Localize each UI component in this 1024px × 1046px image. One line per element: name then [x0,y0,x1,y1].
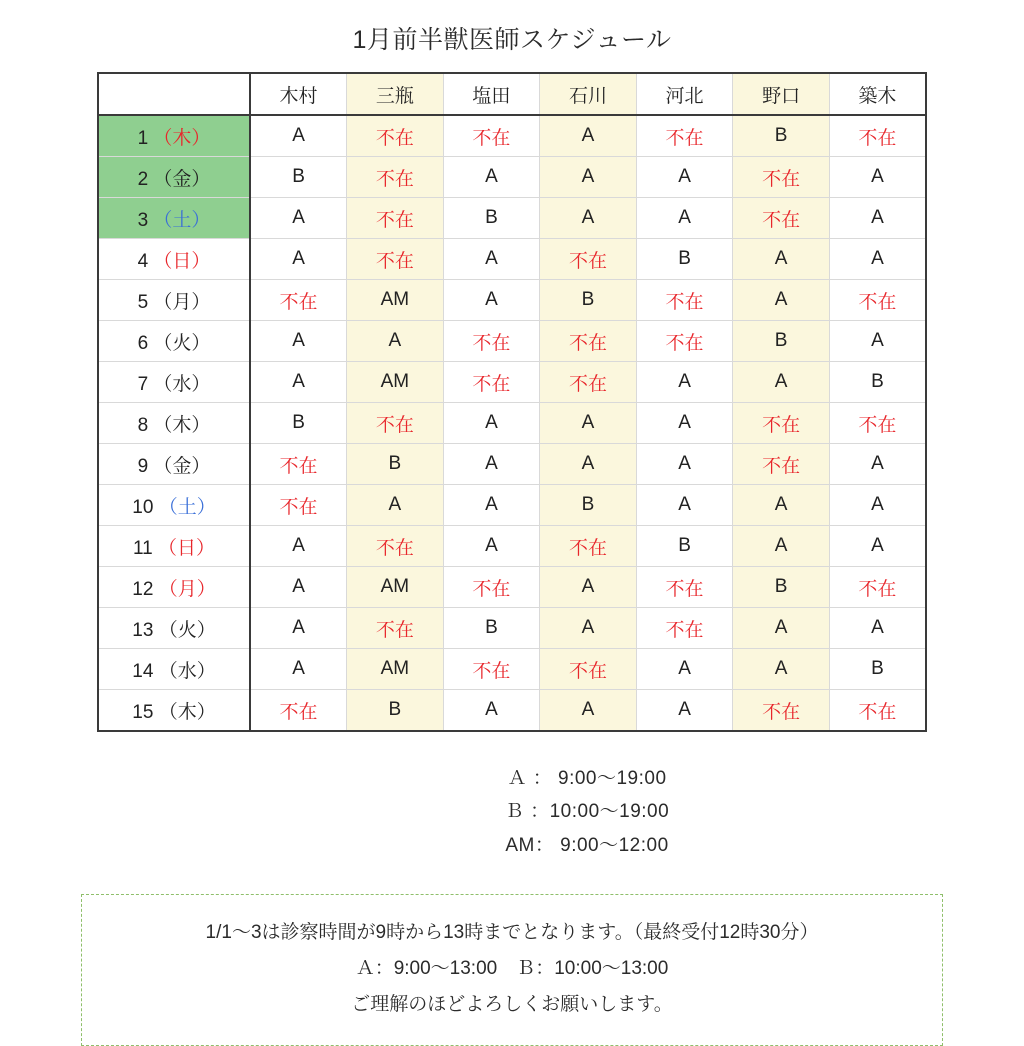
shift-cell: B [443,608,540,649]
date-weekday: （金） [153,455,211,477]
shift-cell: 不在 [829,690,926,732]
header-date-corner [98,73,250,115]
shift-cell: B [733,321,830,362]
shift-cell: A [443,444,540,485]
shift-cell: 不在 [540,239,637,280]
shift-cell: A [443,280,540,321]
shift-cell: B [829,649,926,690]
date-weekday: （月） [158,578,216,600]
date-number: 4 [137,250,149,272]
shift-cell: A [443,403,540,444]
shift-cell: 不在 [250,485,347,526]
table-head [98,73,926,115]
date-cell [98,444,250,485]
shift-cell: A [636,485,733,526]
shift-cell: A [829,157,926,198]
header-vet-1: 木村 [250,73,347,115]
date-cell [98,526,250,567]
date-weekday: （金） [153,168,211,190]
shift-cell: 不在 [250,444,347,485]
shift-cell: A [733,649,830,690]
shift-cell: 不在 [540,649,637,690]
date-cell [98,403,250,444]
shift-cell: 不在 [829,403,926,444]
shift-cell: A [250,115,347,157]
shift-cell: 不在 [829,567,926,608]
shift-cell: 不在 [636,280,733,321]
table-row [98,403,926,444]
shift-cell: A [443,157,540,198]
shift-cell: A [636,444,733,485]
table-body [98,115,926,731]
shift-cell: A [347,485,444,526]
shift-cell: A [636,690,733,732]
table-row [98,567,926,608]
shift-cell: B [347,690,444,732]
shift-cell: 不在 [733,690,830,732]
shift-cell: B [250,403,347,444]
shift-cell: A [829,526,926,567]
table-row [98,444,926,485]
shift-cell: A [540,157,637,198]
date-cell [98,649,250,690]
shift-cell: 不在 [347,526,444,567]
shift-cell: 不在 [443,567,540,608]
shift-cell: A [829,321,926,362]
shift-cell: 不在 [829,115,926,157]
date-weekday: （水） [158,660,216,682]
shift-cell: 不在 [733,444,830,485]
table-row [98,157,926,198]
table-row [98,362,926,403]
date-weekday: （木） [153,414,211,436]
shift-cell: 不在 [636,115,733,157]
shift-cell: A [443,485,540,526]
table-row [98,485,926,526]
shift-cell: A [540,115,637,157]
shift-cell: 不在 [636,608,733,649]
shift-cell: AM [347,362,444,403]
date-number: 9 [137,455,149,477]
table-row [98,198,926,239]
date-number: 10 [132,496,154,518]
date-number: 14 [132,660,154,682]
shift-cell: 不在 [347,239,444,280]
shift-cell: A [733,608,830,649]
header-vet-6: 野口 [733,73,830,115]
table-row [98,239,926,280]
shift-cell: A [250,567,347,608]
date-cell [98,690,250,732]
shift-cell: AM [347,280,444,321]
date-cell [98,567,250,608]
date-number: 5 [137,291,149,313]
shift-cell: B [636,239,733,280]
date-number: 7 [137,373,149,395]
shift-cell: A [443,526,540,567]
date-cell [98,485,250,526]
date-weekday: （土） [153,209,211,231]
shift-cell: A [636,157,733,198]
shift-cell: A [443,239,540,280]
date-cell [98,362,250,403]
shift-cell: AM [347,567,444,608]
header-vet-2: 三瓶 [347,73,444,115]
date-cell [98,115,250,157]
shift-cell: A [540,444,637,485]
schedule-table [97,72,927,732]
shift-cell: A [733,485,830,526]
date-number: 8 [137,414,149,436]
shift-cell: A [733,280,830,321]
shift-cell: A [733,239,830,280]
date-number: 3 [137,209,149,231]
shift-cell: A [829,608,926,649]
table-row [98,115,926,157]
shift-cell: A [636,403,733,444]
shift-cell: 不在 [347,403,444,444]
shift-cell: 不在 [829,280,926,321]
shift-cell: A [636,198,733,239]
shift-cell: B [250,157,347,198]
legend-line: Ａ ： 9:00〜19:00 [507,768,667,789]
shift-cell: A [636,362,733,403]
shift-cell: A [636,649,733,690]
date-weekday: （日） [158,537,216,559]
shift-cell: 不在 [733,403,830,444]
date-weekday: （木） [158,701,216,723]
date-number: 1 [137,127,149,149]
shift-cell: B [829,362,926,403]
shift-cell: A [829,444,926,485]
shift-cell: A [250,649,347,690]
legend-line: Ｂ ：10:00〜19:00 [504,801,670,823]
notice-line: 1/1〜3は診察時間が9時から13時までとなります。（最終受付12時30分） [205,921,819,943]
shift-cell: A [250,608,347,649]
shift-cell: B [636,526,733,567]
shift-cell: A [250,198,347,239]
shift-cell: A [250,526,347,567]
header-vet-5: 河北 [636,73,733,115]
shift-cell: 不在 [443,649,540,690]
shift-cell: 不在 [443,115,540,157]
date-weekday: （月） [153,291,211,313]
header-row [98,73,926,115]
header-vet-3: 塩田 [443,73,540,115]
shift-cell: A [250,321,347,362]
shift-cell: B [347,444,444,485]
shift-cell: A [540,608,637,649]
date-weekday: （火） [153,332,211,354]
shift-cell: A [347,321,444,362]
page-title: 1月前半獣医師スケジュール [352,26,672,54]
shift-cell: 不在 [250,280,347,321]
notice-line: ご理解のほどよろしくお願いします。 [351,993,673,1015]
shift-cell: 不在 [443,321,540,362]
date-cell [98,321,250,362]
date-weekday: （火） [158,619,216,641]
table-row [98,690,926,732]
table-row [98,649,926,690]
shift-cell: B [540,280,637,321]
shift-cell: 不在 [733,198,830,239]
schedule-table-wrap [97,72,927,732]
legend-line: AM： 9:00〜12:00 [505,834,669,856]
date-weekday: （木） [153,127,211,149]
date-number: 12 [132,578,154,600]
shift-cell: A [829,485,926,526]
shift-cell: 不在 [636,321,733,362]
header-vet-7: 築木 [829,73,926,115]
date-weekday: （水） [153,373,211,395]
shift-cell: A [540,403,637,444]
shift-cell: 不在 [733,157,830,198]
shift-cell: B [733,567,830,608]
shift-cell: A [829,239,926,280]
date-number: 11 [132,537,153,559]
date-cell [98,198,250,239]
table-row [98,280,926,321]
legend-block [0,762,1024,862]
date-number: 2 [137,168,149,190]
shift-cell: 不在 [347,198,444,239]
date-weekday: （土） [158,496,216,518]
notice-box [81,894,943,1046]
table-row [98,608,926,649]
date-cell [98,608,250,649]
shift-cell: 不在 [347,115,444,157]
shift-cell: B [540,485,637,526]
shift-cell: A [733,362,830,403]
shift-cell: 不在 [540,362,637,403]
date-cell [98,157,250,198]
shift-cell: 不在 [636,567,733,608]
shift-cell: A [540,198,637,239]
shift-cell: A [829,198,926,239]
shift-cell: A [250,239,347,280]
notice-line: Ａ：9:00〜13:00 Ｂ：10:00〜13:00 [355,957,669,979]
table-row [98,526,926,567]
date-number: 6 [137,332,149,354]
shift-cell: A [733,526,830,567]
date-cell [98,239,250,280]
date-number: 15 [132,701,154,723]
shift-cell: A [540,690,637,732]
table-row [98,321,926,362]
date-weekday: （日） [153,250,211,272]
shift-cell: A [250,362,347,403]
shift-cell: AM [347,649,444,690]
shift-cell: 不在 [347,608,444,649]
shift-cell: 不在 [250,690,347,732]
header-vet-4: 石川 [540,73,637,115]
date-cell [98,280,250,321]
shift-cell: 不在 [540,321,637,362]
shift-cell: 不在 [347,157,444,198]
shift-cell: 不在 [443,362,540,403]
shift-cell: A [540,567,637,608]
shift-cell: B [733,115,830,157]
date-number: 13 [132,619,154,641]
shift-cell: 不在 [540,526,637,567]
shift-cell: A [443,690,540,732]
shift-cell: B [443,198,540,239]
